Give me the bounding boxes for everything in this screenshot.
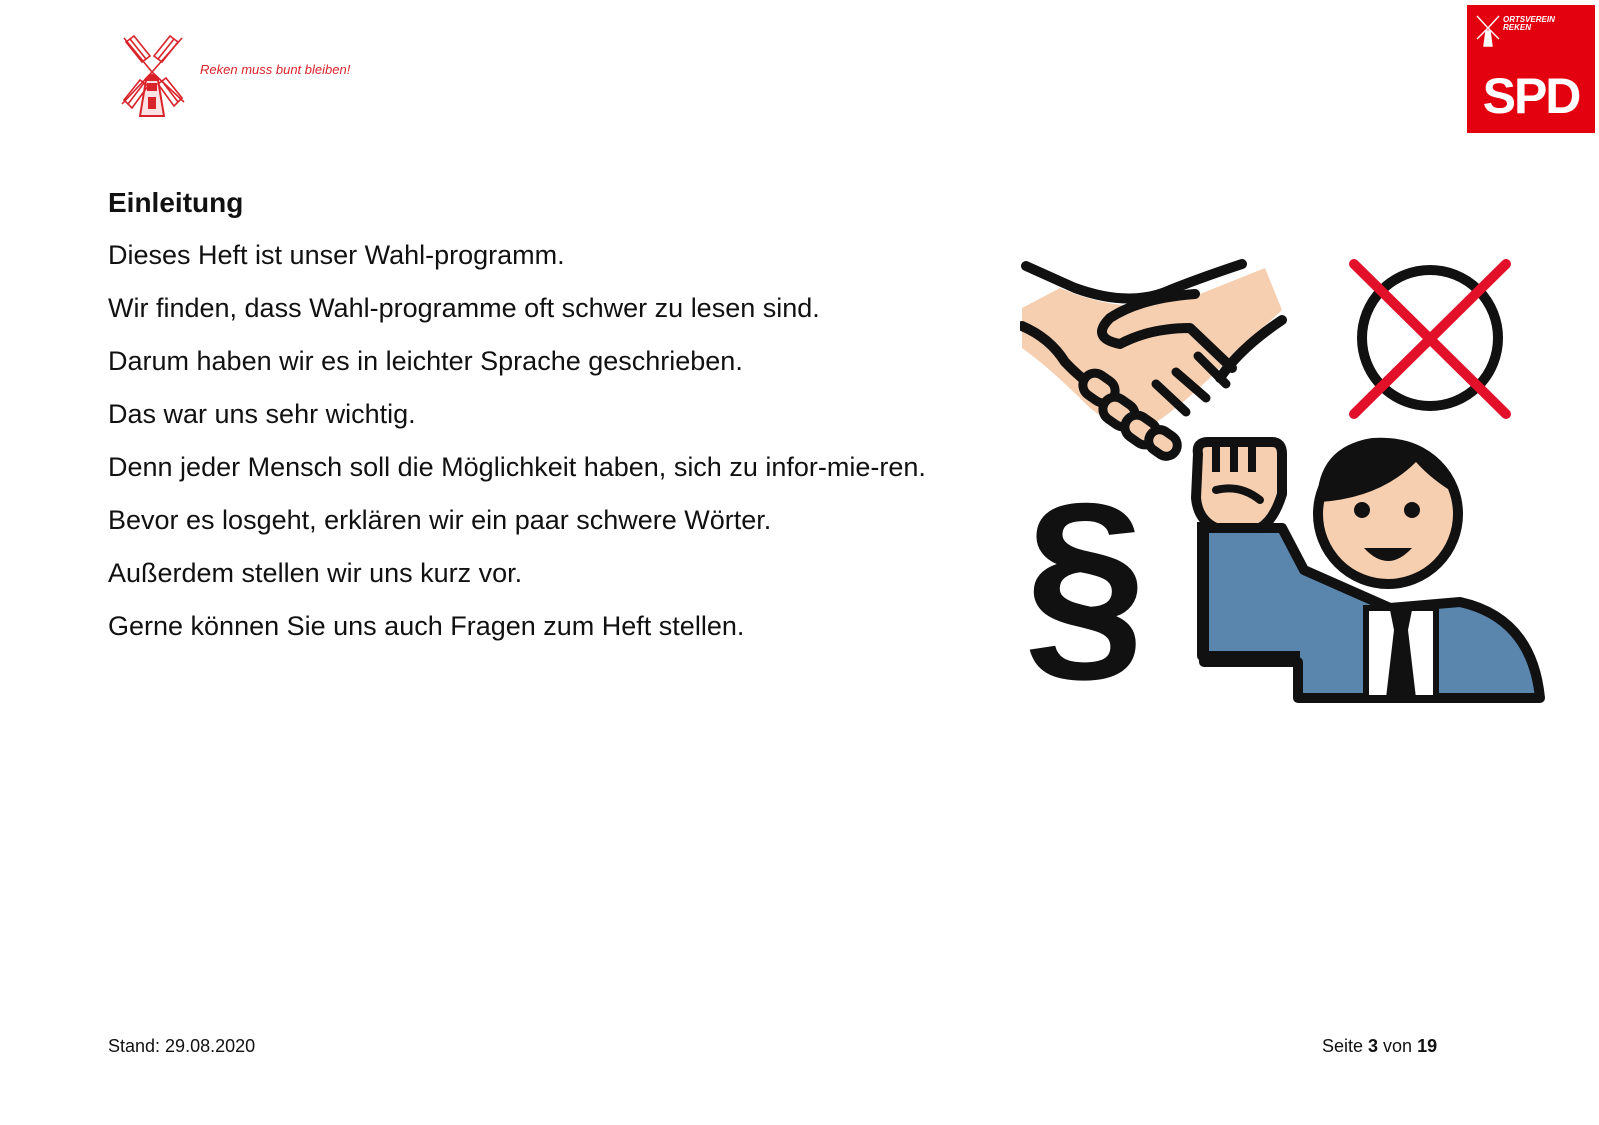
page-middle: von [1378,1036,1418,1056]
paragraph: Darum haben wir es in leichter Sprache geschrieben. [108,346,743,376]
pictogram-group [1020,258,1560,720]
handshake-icon [1022,264,1282,461]
footer-date: Stand: 29.08.2020 [108,1036,256,1056]
section-heading: Einleitung [108,187,244,218]
windmill-small-icon [1475,13,1501,47]
person-raising-fist-icon [1196,438,1540,698]
page-current: 3 [1368,1036,1379,1056]
paragraph: Bevor es losgeht, erklären wir ein paar schwere Wörter. [108,505,772,535]
page-total: 19 [1417,1036,1438,1056]
page-prefix: Seite [1322,1036,1369,1056]
svg-text:§: § [1024,457,1147,703]
windmill-logo-icon [112,28,192,120]
footer-page-number [1322,1036,1437,1057]
paragraph: Außerdem stellen wir uns kurz vor. [108,558,523,588]
paragraph: Wir finden, dass Wahl-programme oft schwer zu lesen sind. [108,293,820,323]
slogan: Reken muss bunt bleiben! [200,62,351,77]
paragraph: Das war uns sehr wichtig. [108,399,416,429]
paragraph: Gerne können Sie uns auch Fragen zum Heft stellen. [108,611,745,641]
paragraph: Dieses Heft ist unser Wahl-programm. [108,240,565,270]
spd-wordmark: SPD [1482,68,1580,124]
paragraph-sign-icon [1024,457,1146,703]
spd-logo-badge [1467,5,1595,133]
ballot-cross-icon [1354,264,1506,414]
spd-subtitle: ORTSVEREIN REKEN [1503,15,1555,32]
paragraph: Denn jeder Mensch soll die Möglichkeit haben, sich zu infor-mie-ren. [108,452,926,482]
intro-section [108,186,1048,662]
